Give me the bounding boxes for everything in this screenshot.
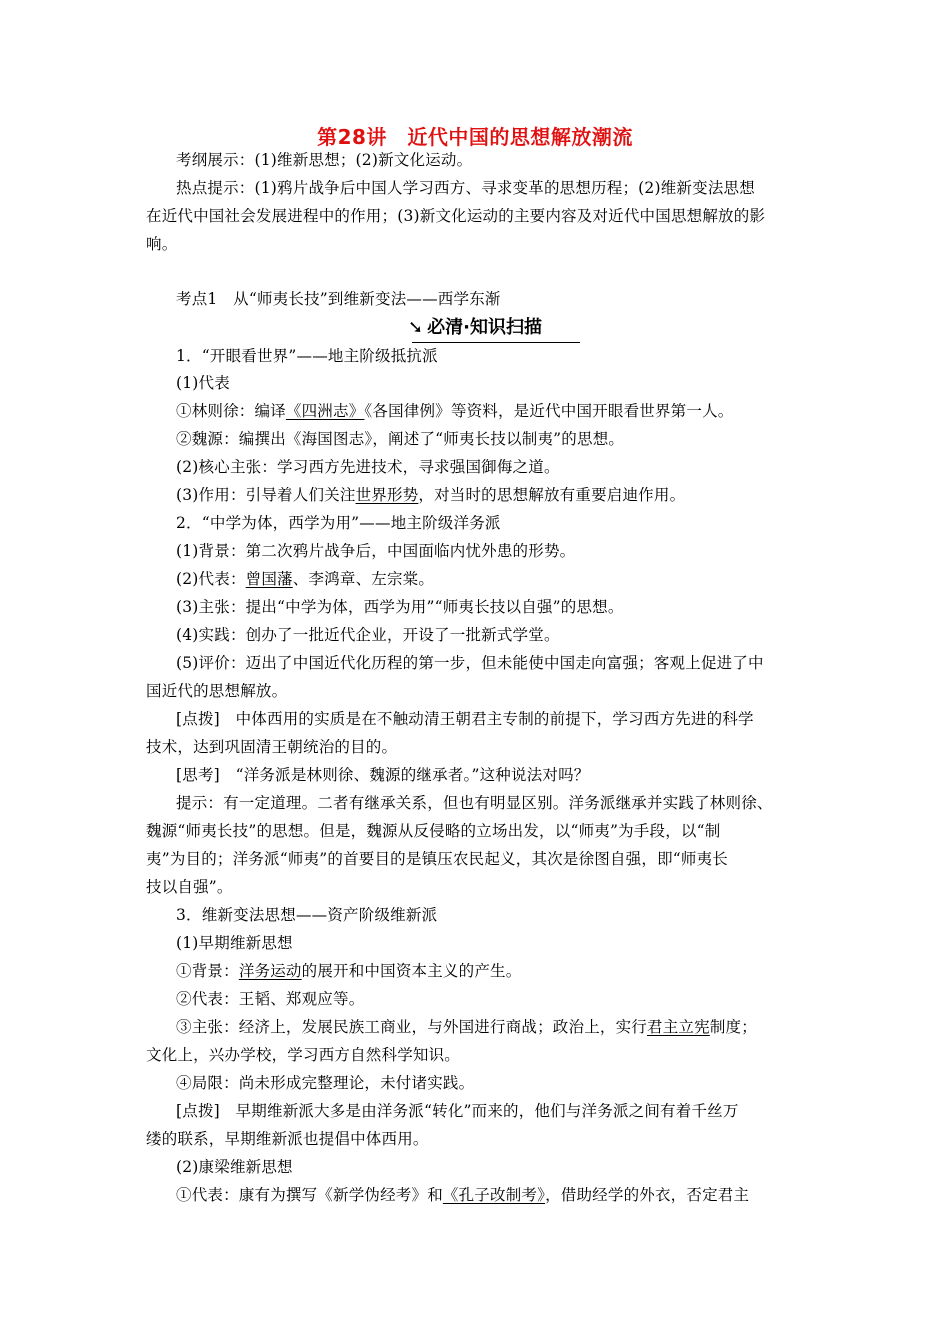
s3-representatives: ②代表：王韬、郑观应等。 — [176, 990, 365, 1008]
s1-effect: (3)作用：引导着人们关注世界形势，对当时的思想解放有重要启迪作用。 — [176, 486, 686, 504]
outline-text: 考纲展示：(1)维新思想；(2)新文化运动。 — [176, 151, 473, 169]
section-3-heading: 3．维新变法思想——资产阶级维新派 — [176, 906, 438, 924]
s1-lin-zexu: ①林则徐：编译《四洲志》《各国律例》等资料，是近代中国开眼看世界第一人。 — [176, 402, 734, 420]
s3-claim-line-2: 文化上，兴办学校，学习西方自然科学知识。 — [146, 1046, 461, 1064]
s3-claim-line-1: ③主张：经济上，发展民族工商业，与外国进行商战；政治上，实行君主立宪制度； — [176, 1018, 757, 1036]
s1-wei-yuan: ②魏源：编撰出《海国图志》，阐述了“师夷长技以制夷”的思想。 — [176, 430, 625, 448]
banner-label: 必清·知识扫描 — [427, 317, 542, 338]
s3-early-reform: (1)早期维新思想 — [176, 934, 293, 952]
kaodian-heading: 考点1 从“师夷长技”到维新变法——西学东渐 — [176, 290, 501, 308]
s3-kang-liang-heading: (2)康梁维新思想 — [176, 1158, 293, 1176]
s2-think-question: [思考] “洋务派是林则徐、魏源的继承者。”这种说法对吗？ — [176, 766, 590, 784]
s2-hint-line-2: 魏源“师夷长技”的思想。但是，魏源从反侵略的立场出发，以“师夷”为手段，以“制 — [146, 822, 721, 840]
s2-hint-line-4: 技以自强”。 — [146, 878, 233, 896]
hot-tips-line-3: 响。 — [146, 235, 178, 253]
s2-tip-line-1: [点拨] 中体西用的实质是在不触动清王朝君主专制的前提下，学习西方先进的科学 — [176, 710, 754, 728]
s3-tip-line-1: [点拨] 早期维新派大多是由洋务派“转化”而来的，他们与洋务派之间有着千丝万 — [176, 1102, 739, 1120]
s2-claim: (3)主张：提出“中学为体，西学为用”“师夷长技以自强”的思想。 — [176, 598, 624, 616]
s2-hint-line-3: 夷”为目的；洋务派“师夷”的首要目的是镇压农民起义，其次是徐图自强，即“师夷长 — [146, 850, 728, 868]
hot-tips-line-1: 热点提示：(1)鸦片战争后中国人学习西方、寻求变革的思想历程；(2)维新变法思想 — [176, 179, 755, 197]
s2-practice: (4)实践：创办了一批近代企业，开设了一批新式学堂。 — [176, 626, 560, 644]
banner-underline — [412, 342, 580, 343]
s1-core-claim: (2)核心主张：学习西方先进技术，寻求强国御侮之道。 — [176, 458, 560, 476]
s2-evaluation-line-1: (5)评价：迈出了中国近代化历程的第一步，但未能使中国走向富强；客观上促进了中 — [176, 654, 764, 672]
s2-hint-line-1: 提示：有一定道理。二者有继承关系，但也有明显区别。洋务派继承并实践了林则徐、 — [176, 794, 773, 812]
s3-background: ①背景：洋务运动的展开和中国资本主义的产生。 — [176, 962, 522, 980]
s2-representatives: (2)代表：曾国藩、李鸿章、左宗棠。 — [176, 570, 435, 588]
s2-tip-line-2: 技术，达到巩固清王朝统治的目的。 — [146, 738, 398, 756]
s3-tip-line-2: 缕的联系，早期维新派也提倡中体西用。 — [146, 1130, 429, 1148]
s2-evaluation-line-2: 国近代的思想解放。 — [146, 682, 288, 700]
s1-representative: (1)代表 — [176, 374, 230, 392]
knowledge-scan-banner — [0, 316, 950, 340]
section-1-heading: 1．“开眼看世界”——地主阶级抵抗派 — [176, 347, 438, 365]
page-title: 第28讲 近代中国的思想解放潮流 — [317, 125, 633, 149]
section-2-heading: 2．“中学为体，西学为用”——地主阶级洋务派 — [176, 514, 501, 532]
s2-background: (1)背景：第二次鸦片战争后，中国面临内忧外患的形势。 — [176, 542, 576, 560]
s3-kang-liang-representatives: ①代表：康有为撰写《新学伪经考》和《孔子改制考》，借助经学的外衣，否定君主 — [176, 1186, 750, 1204]
hot-tips-line-2: 在近代中国社会发展进程中的作用；(3)新文化运动的主要内容及对近代中国思想解放的影 — [146, 207, 766, 225]
s3-limitation: ④局限：尚未形成完整理论，未付诸实践。 — [176, 1074, 475, 1092]
arrow-down-right-icon: ➘ — [408, 317, 424, 338]
